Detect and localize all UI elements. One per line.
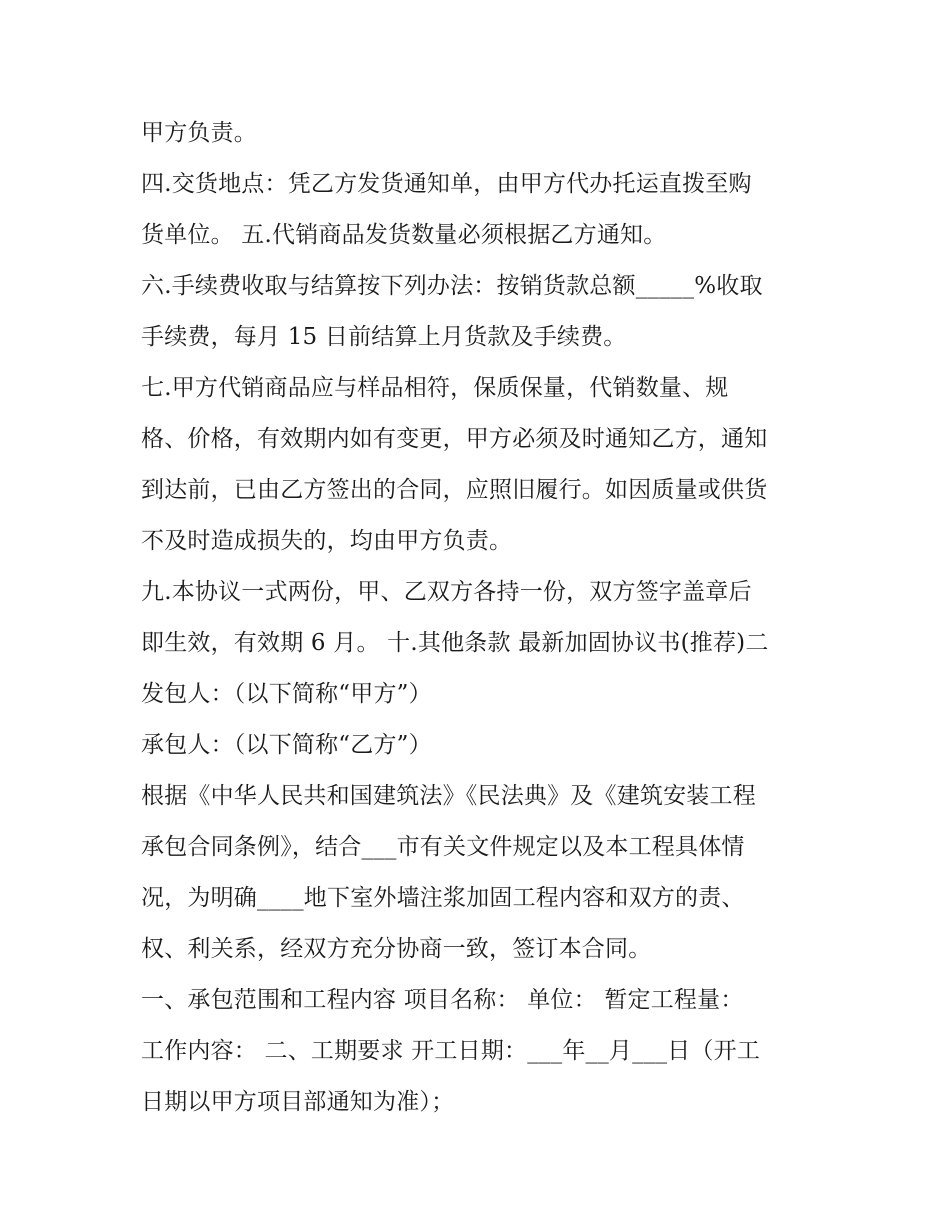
- text-line: 根据《中华人民共和国建筑法》《民法典》及《建筑安装工程: [141, 783, 756, 809]
- text-line: 六.手续费收取与结算按下列办法：按销货款总额_____%收取: [141, 273, 763, 299]
- text-line: 况，为明确____地下室外墙注浆加固工程内容和双方的责、: [141, 885, 745, 911]
- text-line: 权、利关系，经双方充分协商一致，签订本合同。: [141, 936, 652, 962]
- text-line: 手续费，每月 15 日前结算上月货款及手续费。: [141, 324, 627, 350]
- document-body: [141, 108, 821, 1128]
- text-line: 承包人：（以下简称“乙方”）: [141, 732, 432, 758]
- text-line: 工作内容： 二、工期要求 开工日期：___年__月___日（开工: [141, 1038, 761, 1064]
- text-line: 七.甲方代销商品应与样品相符，保质保量，代销数量、规: [141, 375, 729, 401]
- text-line: 四.交货地点：凭乙方发货通知单，由甲方代办托运直拨至购: [141, 171, 752, 197]
- text-line: 到达前，已由乙方签出的合同，应照旧履行。如因质量或供货: [141, 477, 768, 503]
- text-line: 格、价格，有效期内如有变更，甲方必须及时通知乙方，通知: [141, 426, 768, 452]
- text-line: 九.本协议一式两份，甲、乙双方各持一份，双方签字盖章后: [141, 579, 752, 605]
- text-line: 承包合同条例》，结合___市有关文件规定以及本工程具体情: [141, 834, 745, 860]
- text-line: 不及时造成损失的，均由甲方负责。: [141, 528, 513, 554]
- text-line: 货单位。 五.代销商品发货数量必须根据乙方通知。: [141, 222, 667, 248]
- text-line: 一、承包范围和工程内容 项目名称： 单位： 暂定工程量：: [141, 987, 744, 1013]
- text-line: 即生效，有效期 6 月。 十.其他条款 最新加固协议书(推荐)二: [141, 630, 769, 656]
- text-line: 发包人：（以下简称“甲方”）: [141, 681, 432, 707]
- text-line: 日期以甲方项目部通知为准）；: [141, 1089, 455, 1115]
- text-line: 甲方负责。: [141, 120, 257, 146]
